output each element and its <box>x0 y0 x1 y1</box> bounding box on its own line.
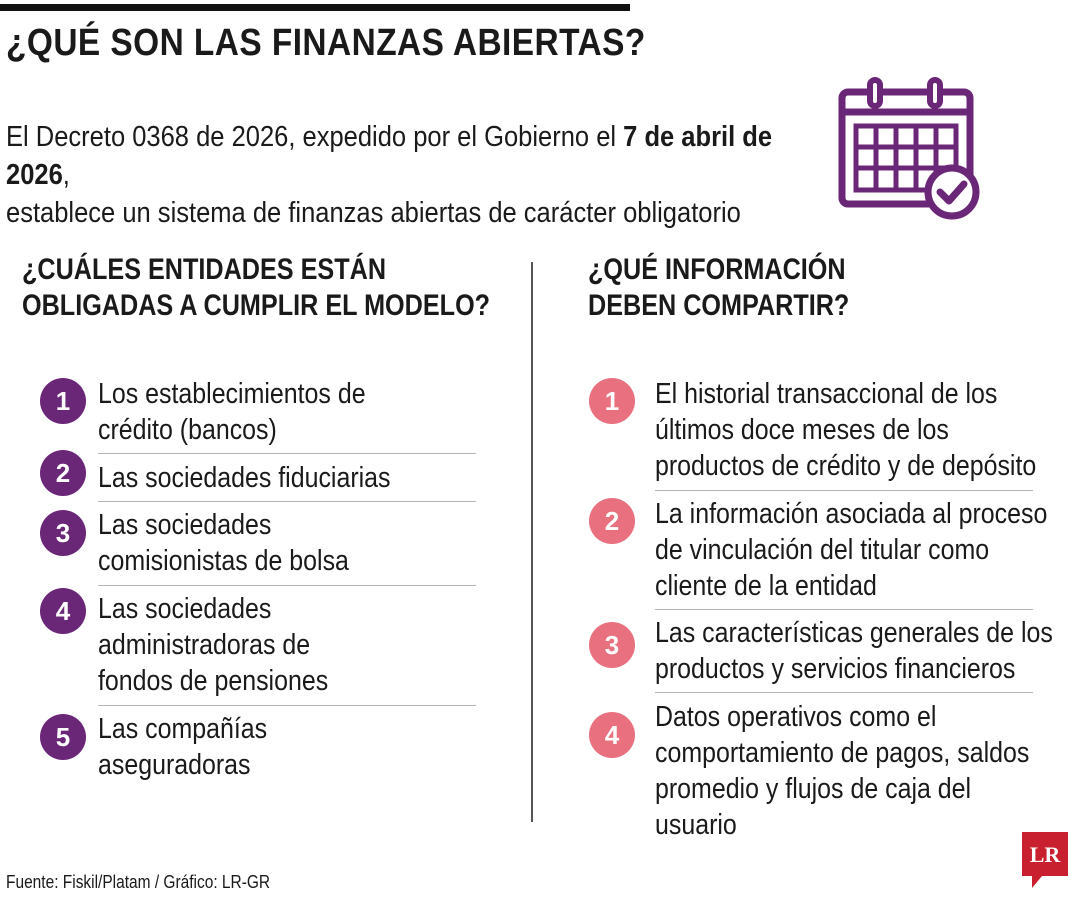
list-item-line: productos y servicios financieros <box>655 653 1016 685</box>
list-item-line: aseguradoras <box>98 749 251 781</box>
list-separator <box>655 609 1033 610</box>
logo-text: LR <box>1029 842 1061 867</box>
intro-date: 7 de abril de 2026 <box>6 121 773 191</box>
list-item-line: usuario <box>655 809 737 841</box>
list-item-number: 5 <box>40 714 86 760</box>
list-item-line: Las sociedades <box>98 593 272 625</box>
list-item-line: Los establecimientos de <box>98 378 366 410</box>
list-item-line: comportamiento de pagos, saldos <box>655 737 1030 769</box>
list-item-number: 4 <box>589 712 635 758</box>
list-separator <box>98 501 476 502</box>
list-item-line: Datos operativos como el <box>655 701 937 733</box>
right-heading <box>588 252 849 324</box>
calendar-check-icon <box>834 76 984 220</box>
list-item-line: Las compañías <box>98 713 268 745</box>
list-item-text <box>98 507 349 579</box>
intro-line2: establece un sistema de finanzas abiertas de carácter obligatorio <box>6 197 741 229</box>
list-item-text <box>655 496 1047 604</box>
list-separator <box>98 705 476 706</box>
list-item-number: 3 <box>589 622 635 668</box>
list-item-line: crédito (bancos) <box>98 414 277 446</box>
list-item-line: Las sociedades <box>98 509 272 541</box>
list-item-text <box>655 376 1036 484</box>
list-item-text <box>655 699 1029 843</box>
list-item-line: administradoras de <box>98 629 311 661</box>
list-item-number: 2 <box>589 498 635 544</box>
list-separator <box>98 453 476 454</box>
intro-part1: El Decreto 0368 de 2026, expedido por el Gobierno el <box>6 121 624 153</box>
list-item-line: fondos de pensiones <box>98 665 329 697</box>
page-title: ¿QUÉ SON LAS FINANZAS ABIERTAS? <box>6 22 646 64</box>
list-item-line: de vinculación del titular como <box>655 534 990 566</box>
source-credit: Fuente: Fiskil/Platam / Gráfico: LR-GR <box>6 872 271 892</box>
list-item-text <box>98 591 328 699</box>
list-item-line: productos de crédito y de depósito <box>655 450 1037 482</box>
list-item-number: 2 <box>40 450 86 496</box>
list-item-number: 4 <box>40 588 86 634</box>
left-heading <box>22 252 490 324</box>
lr-logo-icon <box>1022 832 1068 888</box>
right-heading-line2: DEBEN COMPARTIR? <box>588 289 850 322</box>
left-heading-line1: ¿CUÁLES ENTIDADES ESTÁN <box>22 253 387 286</box>
intro-part2: , <box>62 159 70 191</box>
list-item-line: La información asociada al proceso <box>655 498 1048 530</box>
list-item-line: comisionistas de bolsa <box>98 545 349 577</box>
list-item-line: Las sociedades fiduciarias <box>98 462 391 494</box>
list-item-line: últimos doce meses de los <box>655 414 949 446</box>
list-item-line: promedio y flujos de caja del <box>655 773 972 805</box>
list-item-line: El historial transaccional de los <box>655 378 998 410</box>
list-item-text <box>98 711 267 783</box>
list-separator <box>98 585 476 586</box>
list-separator <box>655 490 1033 491</box>
list-item-text <box>655 615 1053 687</box>
left-heading-line2: OBLIGADAS A CUMPLIR EL MODELO? <box>22 289 491 322</box>
list-item-number: 3 <box>40 510 86 556</box>
list-item-number: 1 <box>40 378 86 424</box>
list-item-text <box>98 376 366 448</box>
list-item-number: 1 <box>589 378 635 424</box>
list-separator <box>655 692 1033 693</box>
top-rule <box>0 4 630 11</box>
right-heading-line1: ¿QUÉ INFORMACIÓN <box>588 253 846 286</box>
list-item-line: Las características generales de los <box>655 617 1053 649</box>
list-item-line: cliente de la entidad <box>655 570 877 602</box>
column-divider <box>531 262 533 822</box>
intro-text <box>6 118 798 232</box>
list-item-text <box>98 460 391 496</box>
